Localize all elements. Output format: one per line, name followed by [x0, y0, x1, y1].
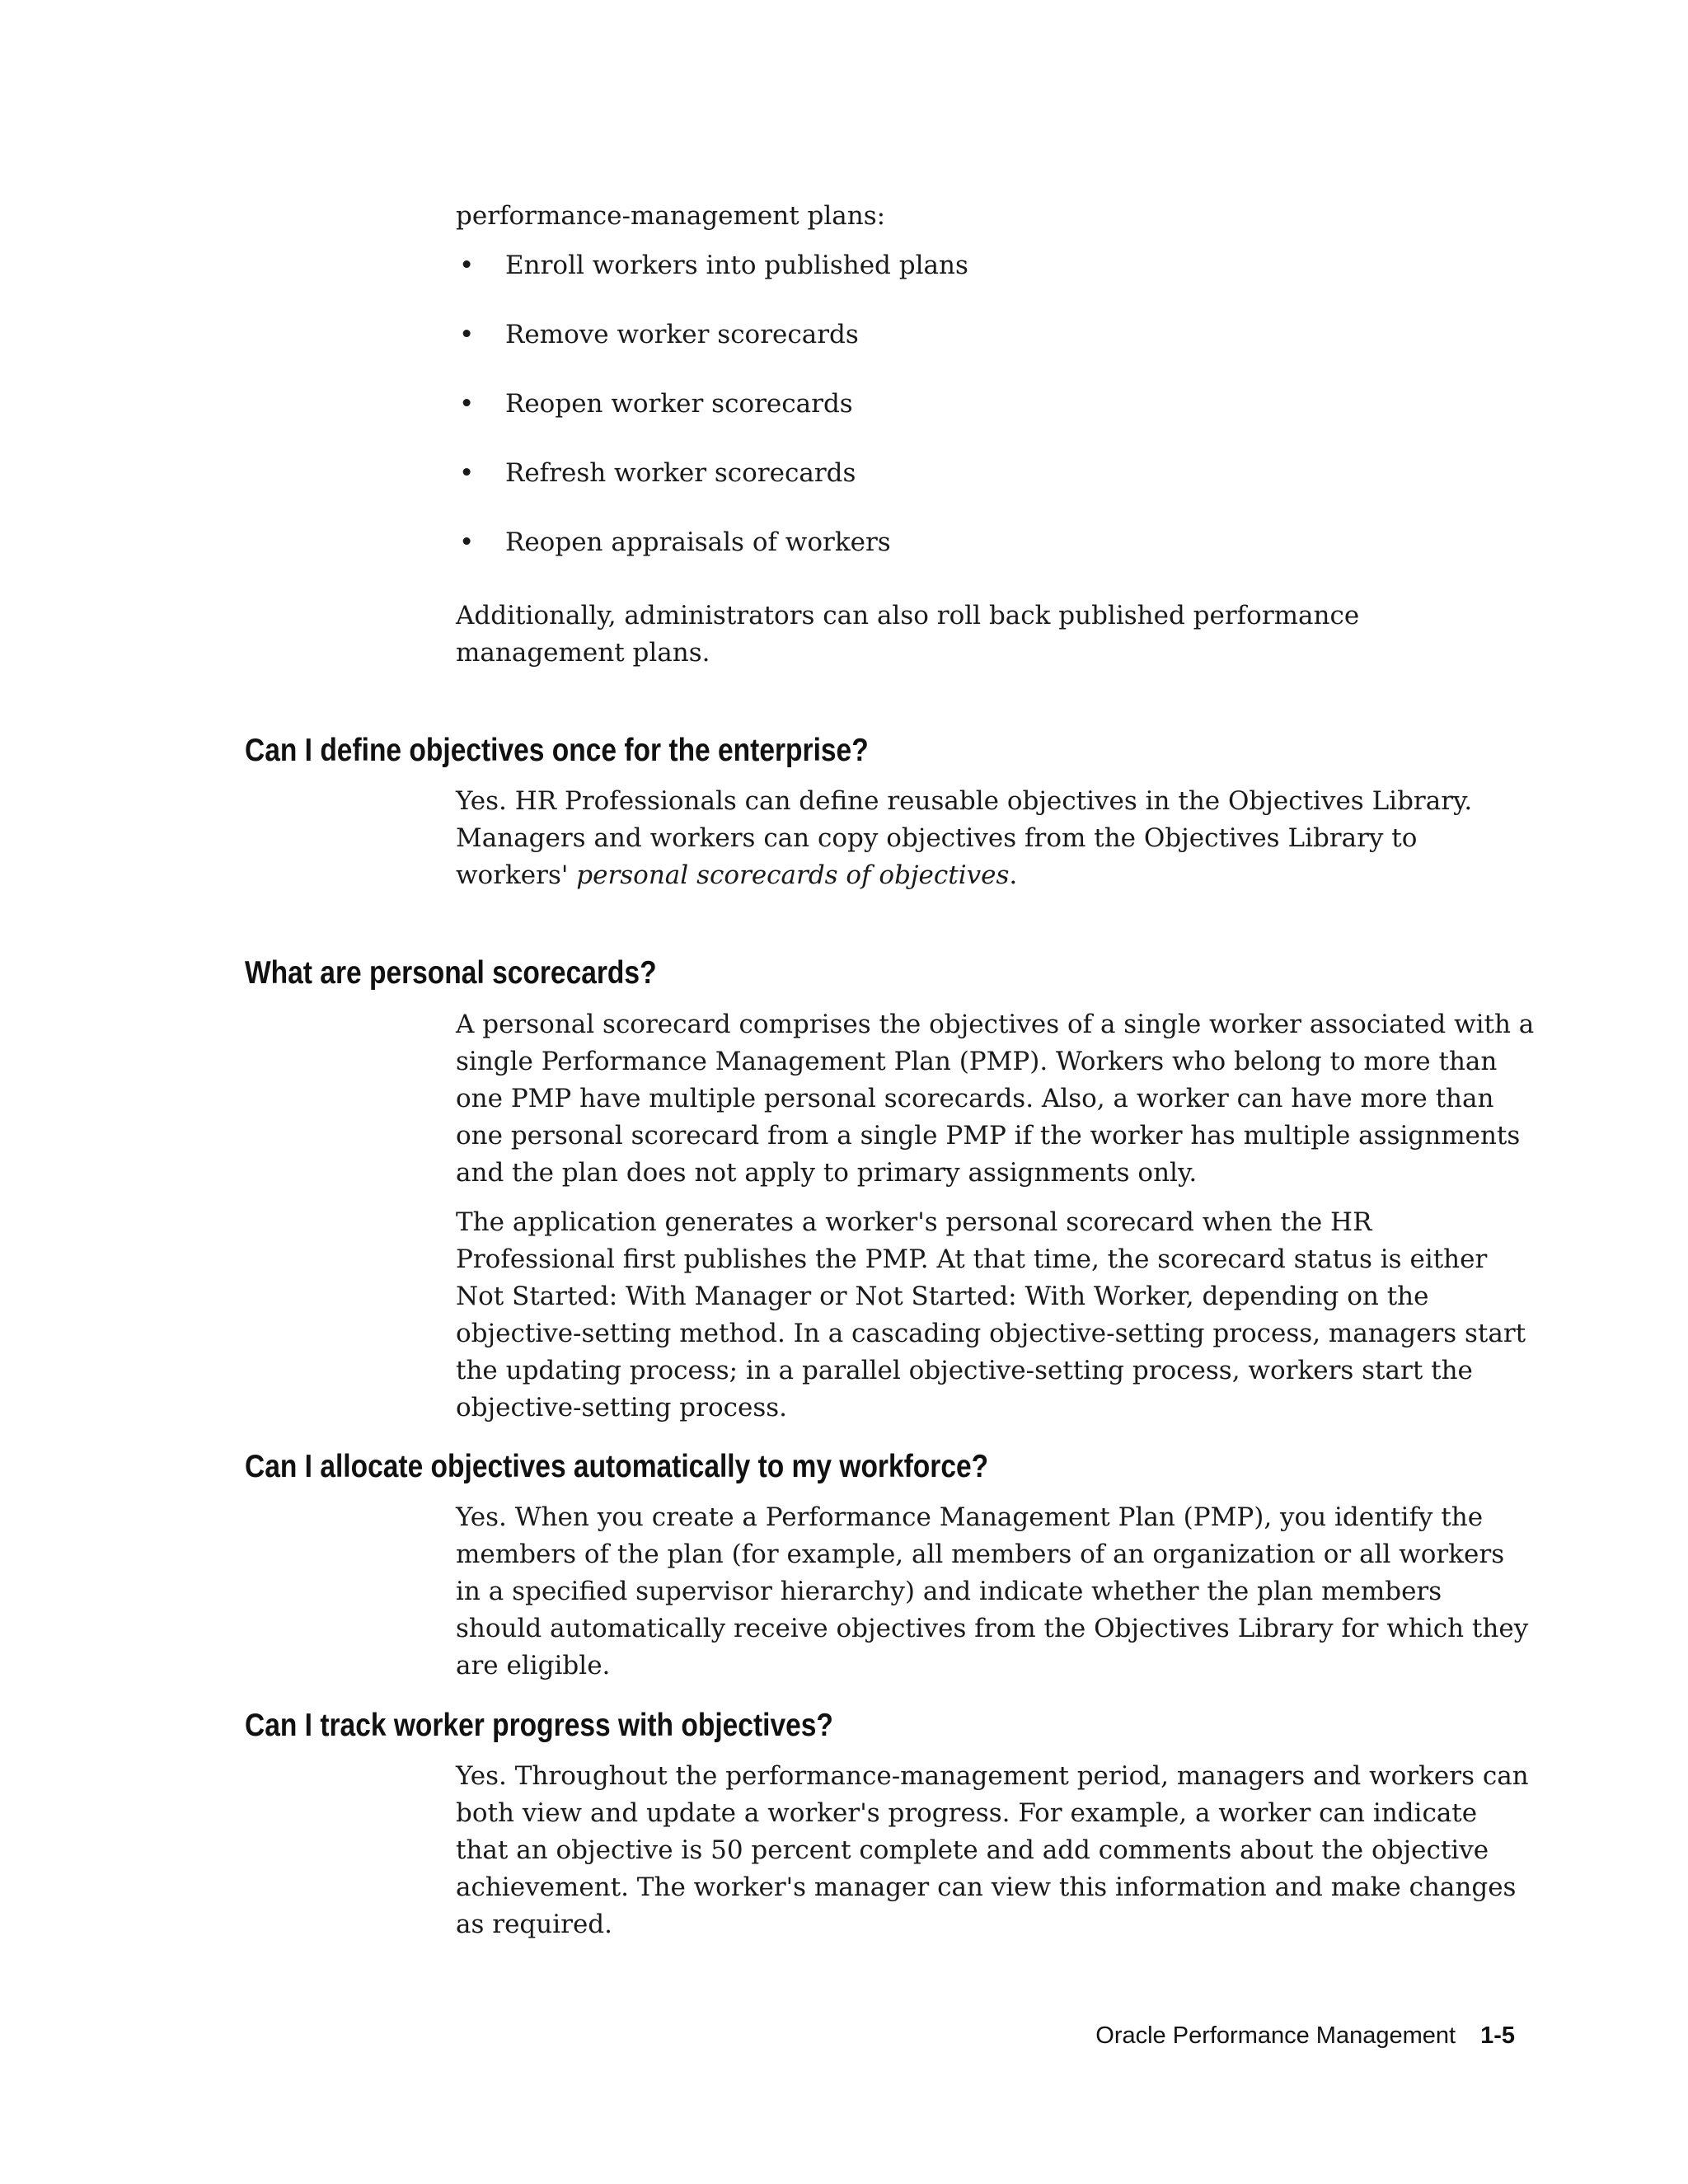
section-paragraph-define-objectives: [456, 783, 1536, 894]
bullet-text: Reopen worker scorecards: [505, 389, 853, 419]
page-footer: [1095, 2021, 1515, 2050]
bullet-text: Remove worker scorecards: [505, 320, 859, 349]
section-paragraph-track-progress: Yes. Throughout the performance-management period, managers and workers can both view and update a worker's progress. For example, a worker can indicate that an objective is 50 percent complete and add comments about the objective achievement. The worker's manager can view this information and make changes as required.: [456, 1761, 1529, 1939]
footer-title: Oracle Performance Management: [1095, 2022, 1456, 2049]
bullet-icon: •: [459, 389, 475, 419]
bullet-text: Enroll workers into published plans: [505, 251, 968, 280]
bullet-text: Reopen appraisals of workers: [505, 527, 891, 557]
intro-lead-in: performance-management plans:: [456, 201, 886, 231]
section-heading-track-progress: Can I track worker progress with objectives?: [245, 1708, 833, 1743]
section-heading-define-objectives: Can I define objectives once for the enterprise?: [245, 733, 869, 768]
bullet-item: [456, 386, 1527, 455]
section-heading-personal-scorecards: What are personal scorecards?: [245, 955, 657, 991]
intro-closing-paragraph: Additionally, administrators can also roll back published performance management plans.: [456, 601, 1360, 668]
section-paragraph-personal-scorecards-1: A personal scorecard comprises the objectives of a single worker associated with a single Performance Management Plan (PMP). Workers who belong to more than one PMP have multiple personal scorecards. Also, a worker can have more than one personal scorecard from a single PMP if the worker has multiple assignments and the plan does not apply to primary assignments only.: [456, 1010, 1535, 1188]
section-heading-allocate-objectives: Can I allocate objectives automatically to my workforce?: [245, 1449, 989, 1484]
paragraph-period: .: [1009, 860, 1018, 890]
bullet-item: [456, 455, 1527, 524]
paragraph-text: Yes. HR Professionals can define reusable objectives in the Objectives Library. Managers and workers can copy objectives from the Objectives Library to workers': [456, 786, 1473, 890]
section-paragraph-personal-scorecards-2: The application generates a worker's personal scorecard when the HR Professional first publishes the PMP. At that time, the scorecard status is either Not Started: With Manager or Not Started: With Worker, depending on the objective-setting method. In a cascading objective-setting process, managers start the updating process; in a parallel objective-setting process, workers start the objective-setting process.: [456, 1207, 1526, 1422]
task-bullet-list: [456, 247, 1527, 593]
bullet-item: [456, 247, 1527, 316]
section-paragraph-allocate-objectives: Yes. When you create a Performance Management Plan (PMP), you identify the members of the plan (for example, all members of an organization or all workers in a specified supervisor hierarchy) and indicate whether the plan members should automatically receive objectives from the Objectives Library for which they are eligible.: [456, 1502, 1529, 1680]
bullet-item: [456, 316, 1527, 386]
bullet-icon: •: [459, 251, 475, 280]
paragraph-italic-term: personal scorecards of objectives: [576, 860, 1010, 890]
bullet-icon: •: [459, 527, 475, 557]
bullet-item: [456, 524, 1527, 593]
bullet-icon: •: [459, 458, 475, 488]
bullet-icon: •: [459, 320, 475, 349]
bullet-text: Refresh worker scorecards: [505, 458, 856, 488]
footer-page-number: 1-5: [1480, 2022, 1515, 2049]
